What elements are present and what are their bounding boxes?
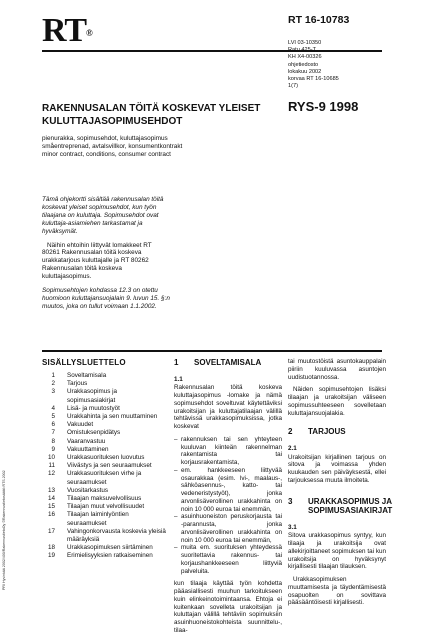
keywords-fi: pienurakka, sopimusehdot, kuluttajasopimus (42, 135, 168, 142)
abstract-paragraph: Sopimusehtojen kohdassa 12.3 on otettu huomioon kuluttajansuojalain 9. luvun 15. §:n muutos, joka on tullut voimaan 1.1.2002. (42, 287, 170, 310)
toc-item: 15 Tilaajan muut velvollisuudet (47, 503, 145, 511)
keywords-en: minor contract, conditions, consumer contract (42, 150, 171, 158)
section-heading: 3 URAKKASOPIMUS JA SOPIMUSASIAKIRJAT (288, 496, 393, 515)
abstract (42, 196, 170, 317)
card-meta (288, 40, 339, 90)
toc-item: 4 Lisä- ja muutostyöt (51, 404, 120, 412)
table-of-contents (42, 372, 167, 561)
section-1-column (174, 358, 282, 640)
paragraph: Näiden sopimusehtojen lisäksi tilaajan ja urakoitsijan väliseen sopimussuhteeseen sovelletaan kuluttajansuojalakia. (288, 386, 386, 417)
toc-item: 13 Vuositarkastus (47, 486, 109, 494)
card-number: RT 16-10783 (288, 14, 350, 26)
bullet-item: – asuinhuoneiston peruskorjausta tai -parannusta, jonka arvonlisäverollinen urakkahinta on noin 10 000 euroa tai enemmän, (174, 513, 282, 544)
document-title: RAKENNUSALAN TÖITÄ KOSKEVAT YLEISET KULUTTAJASOPIMUSEHDOT (42, 103, 261, 127)
toc-item: 5 Urakkahinta ja sen muuttaminen (51, 413, 158, 421)
abstract-paragraph: Näihin ehtoihin liittyvät lomakkeet RT 80261 Rakennusalan töitä koskeva urakkatarjous kuluttajalle ja RT 80262 Rakennusalan töitä koskeva kuluttajasopimus. (42, 241, 152, 281)
subsection-number: 2.1 (288, 444, 297, 452)
toc-item: 1 Soveltamisala (51, 372, 107, 379)
side-print-info: PRI Hyvinkää 2002/400/RakennustietoOy ©Rakennustietosäätiö RTS 2002 (2, 470, 6, 590)
paragraph: Urakoitsijan kirjallinen tarjous on sitova ja voimassa yhden kuukauden sen päiväyksestä, ellei tarjouksessa muuta ilmoiteta. (288, 453, 386, 484)
paragraph: kun tilaaja käyttää työn kohdetta pääasiallisesti muuhun tarkoitukseen kuin elinkeinotoimintaansa. Ehtoja ei kuitenkaan sovelleta urakoitsijan ja kuluttajan välillä tehtäviin sopimuksiin asuinhuoneistokohteista suunnittelu-, tilaa- (174, 580, 282, 634)
toc-item: 9 Vakuuttaminen (51, 445, 109, 453)
section-heading: 1 SOVELTAMISALA (174, 358, 262, 367)
toc-item: 14 Tilaajan maksuvelvollisuus (47, 495, 142, 503)
toc-item: 17 Vahingonkorvausta koskevia yleisiä määräyksiä (47, 527, 166, 544)
paragraph: Urakkasopimuksen muuttamisesta ja täydentämisestä osapuolten on sovittava pääsääntöisesti kirjallisesti. (288, 576, 386, 607)
paragraph: Sitova urakkasopimus syntyy, kun tilaaja ja urakoitsija ovat allekirjoittaneet sopimuksen tai kun urakoitsija on hyväksynyt kirjallisesti tilaajan tilauksen. (288, 532, 386, 571)
meta-line: KH X4-00326 (288, 54, 322, 61)
subsection-number: 3.1 (288, 523, 297, 531)
paragraph: Rakennusalan töitä koskeva kuluttajasopimus -lomake ja nämä sopimusehdot soveltuvat käytettäviksi urakoitsijan ja kuluttajatilaajan välillä tehtävissä urakkasopimuksissa, jotka koskevat (174, 384, 282, 430)
toc-item: 18 Urakkasopimuksen siirtäminen (47, 544, 153, 552)
meta-line: ohjetiedosto (288, 61, 319, 68)
meta-line: Ratu 425-T (288, 47, 316, 54)
meta-line: lokakuu 2002 (288, 68, 322, 75)
toc-item: 12 Urakkasuorituksen virhe ja seuraamukset (47, 470, 142, 486)
bullet-item: – em. hankkeeseen liittyvää osaurakkaa (esim. lvi-, maalaus-, sähköasennus-, katto- tai vedeneristystyöt), jonka arvonlisäverollinen urakkahinta on noin 10 000 euroa tai enemmän, (174, 466, 282, 513)
toc-item: 6 Vakuudet (51, 421, 94, 429)
toc-item: 7 Omistuksenpidätys (51, 429, 121, 437)
keywords (42, 135, 282, 158)
toc-title: SISÄLLYSLUETTELO (42, 358, 126, 367)
abstract-paragraph: Tämä ohjekortti sisältää rakennusalan töitä koskevat yleiset sopimusehdot, kun työn tilaajana on kuluttaja. Sopimusehdot ovat kuluttaja-asiamiehen tarkastamat ja hyväksymät. (42, 196, 164, 235)
toc-item: 11 Viivästys ja sen seuraamukset (48, 462, 152, 470)
rt-logo: RT® (42, 12, 92, 49)
toc-item: 10 Urakkasuorituksen luovutus (47, 454, 145, 462)
toc-item: 8 Vaaranvastuu (51, 437, 106, 445)
toc-item: 19 Erimielisyyksien ratkaiseminen (47, 552, 153, 560)
meta-line: 1(7) (288, 83, 298, 90)
toc-item: 16 Tilaajan laiminlyöntien seuraamukset (47, 511, 129, 527)
section-heading: 2 TARJOUS (288, 427, 346, 437)
subsection-number: 1.1 (174, 375, 183, 383)
bullet-item: – muita em. suorituksen yhteydessä suoritettavia rakennus- tai korjaushankkeeseen liittyviä palveluita. (174, 544, 282, 575)
meta-line: korvaa RT 16-10685 (288, 76, 339, 83)
rys-code: RYS-9 1998 (288, 99, 359, 114)
meta-line: LVI 03-10350 (288, 40, 322, 46)
toc-item: 3 Urakkasopimus ja sopimusasiakirjat (51, 388, 118, 404)
keywords-sv: småentreprenad, avtalsvillkor, konsumentkontrakt (42, 142, 183, 150)
paragraph: tai muutostöistä asuntokauppalain piiriin kuuluvassa asuntojen uudistuotannossa. (288, 358, 386, 381)
bullet-item: – rakennuksen tai sen yhteyteen kuuluvan kiinteän rakennelman rakentamista tai korjausrakentamista, (174, 435, 282, 466)
toc-item: 2 Tarjous (51, 380, 88, 388)
body-rule (42, 350, 382, 352)
sections-2-3-column (288, 358, 393, 612)
